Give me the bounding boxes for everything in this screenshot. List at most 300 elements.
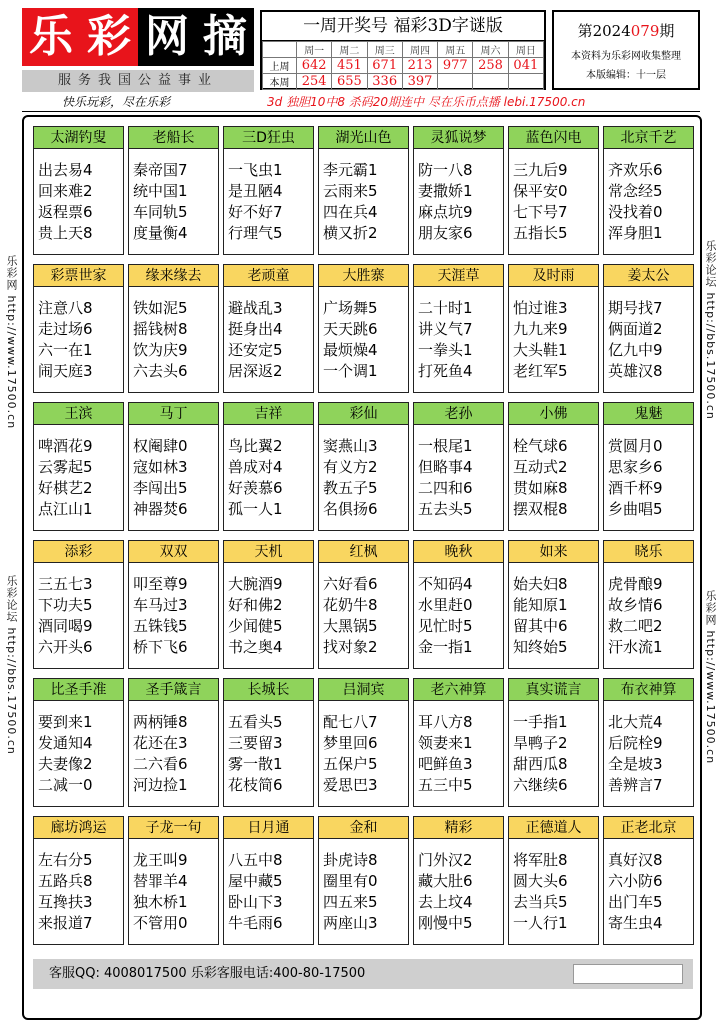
puzzle-author: 吕洞宾 — [319, 679, 408, 701]
puzzle-card — [318, 264, 409, 393]
puzzle-line: 将军肚8 — [513, 850, 568, 869]
puzzle-card — [318, 126, 409, 255]
puzzle-lines — [414, 563, 503, 668]
puzzle-card — [223, 264, 314, 393]
page-header — [22, 4, 700, 92]
puzzle-line: 六好看6 — [323, 574, 378, 593]
puzzle-line: 配七八7 — [323, 712, 378, 731]
puzzle-card — [128, 678, 219, 807]
customer-service-contact: 客服QQ: 4008017500 乐彩客服电话:400-80-17500 — [49, 966, 366, 981]
day-header: 周四 — [402, 42, 437, 58]
puzzle-line: 一手指1 — [513, 712, 568, 731]
puzzle-author: 彩仙 — [319, 403, 408, 425]
row-label: 上周 — [263, 58, 297, 74]
puzzle-card — [413, 678, 504, 807]
puzzle-line: 常念经5 — [608, 181, 663, 200]
draw-number: 977 — [438, 58, 473, 74]
puzzle-line: 七下号7 — [513, 202, 568, 221]
puzzle-line: 梦里回6 — [323, 733, 378, 752]
puzzle-line: 下功夫5 — [38, 595, 93, 614]
puzzle-card — [508, 126, 599, 255]
puzzle-line: 居深返2 — [228, 361, 283, 380]
puzzle-author: 姜太公 — [604, 265, 693, 287]
draw-title: 一周开奖号 福彩3D字谜版 — [262, 12, 544, 41]
puzzle-line: 期号找7 — [608, 298, 663, 317]
puzzle-line: 三九后9 — [513, 160, 568, 179]
puzzle-line: 桥下飞6 — [133, 637, 188, 656]
puzzle-card — [33, 678, 124, 807]
puzzle-line: 六开头6 — [38, 637, 93, 656]
puzzle-author: 蓝色闪电 — [509, 127, 598, 149]
puzzle-line: 左右分5 — [38, 850, 93, 869]
puzzle-line: 摇钱树8 — [133, 319, 188, 338]
puzzle-line: 权阉肆0 — [133, 436, 188, 455]
puzzle-line: 统中国1 — [133, 181, 188, 200]
day-header: 周日 — [508, 42, 543, 58]
puzzle-card — [508, 264, 599, 393]
puzzle-line: 要到来1 — [38, 712, 93, 731]
puzzle-card — [33, 816, 124, 945]
puzzle-band — [33, 264, 695, 393]
puzzle-line: 天天跳6 — [323, 319, 378, 338]
puzzle-author: 精彩 — [414, 817, 503, 839]
footer-blank-box — [573, 964, 683, 984]
puzzle-author: 缘来缘去 — [129, 265, 218, 287]
puzzle-author: 及时雨 — [509, 265, 598, 287]
puzzle-line: 注意八8 — [38, 298, 93, 317]
puzzle-line: 六继续6 — [513, 775, 568, 794]
puzzle-line: 不管用0 — [133, 913, 188, 932]
puzzle-line: 互动式2 — [513, 457, 568, 476]
logo — [22, 8, 254, 66]
puzzle-lines — [319, 287, 408, 392]
puzzle-line: 最烦燥4 — [323, 340, 378, 359]
puzzle-lines — [34, 287, 123, 392]
puzzle-line: 铁如泥5 — [133, 298, 188, 317]
puzzle-line: 屋中藏5 — [228, 871, 283, 890]
puzzle-line: 雾一散1 — [228, 754, 283, 773]
puzzle-card — [128, 816, 219, 945]
issue-note: 本资料为乐彩网收集整理 — [571, 51, 681, 62]
puzzle-line: 一个调1 — [323, 361, 378, 380]
puzzle-card — [603, 126, 694, 255]
banner-promo-link[interactable]: 3d 独胆10中8 杀码20期连中 尽在乐币点播 lebi.17500.cn — [267, 95, 586, 109]
puzzle-line: 吧鲜鱼3 — [418, 754, 473, 773]
puzzle-band — [33, 126, 695, 255]
puzzle-line: 河边捡1 — [133, 775, 188, 794]
draw-number — [438, 74, 473, 90]
puzzle-line: 二十时1 — [418, 298, 473, 317]
puzzle-line: 五去头5 — [418, 499, 473, 518]
draw-number: 336 — [367, 74, 402, 90]
puzzle-line: 旱鸭子2 — [513, 733, 568, 752]
puzzle-card — [603, 816, 694, 945]
day-header: 周二 — [332, 42, 367, 58]
puzzle-line: 没找着0 — [608, 202, 663, 221]
puzzle-author: 鬼魅 — [604, 403, 693, 425]
puzzle-line: 少闻健5 — [228, 616, 283, 635]
puzzle-line: 行理气5 — [228, 223, 283, 242]
puzzle-line: 圆大头6 — [513, 871, 568, 890]
puzzle-lines — [604, 287, 693, 392]
puzzle-band — [33, 402, 695, 531]
puzzle-author: 红枫 — [319, 541, 408, 563]
puzzle-line: 二四和6 — [418, 478, 473, 497]
puzzle-card — [318, 816, 409, 945]
puzzle-card — [413, 816, 504, 945]
draw-corner — [263, 42, 297, 58]
puzzle-lines — [319, 839, 408, 944]
puzzle-author: 晚秋 — [414, 541, 503, 563]
puzzle-line: 一人行1 — [513, 913, 568, 932]
puzzle-line: 五三中5 — [418, 775, 473, 794]
puzzle-line: 五路兵8 — [38, 871, 93, 890]
puzzle-line: 妻撒娇1 — [418, 181, 473, 200]
puzzle-line: 教五子5 — [323, 478, 378, 497]
day-header: 周一 — [297, 42, 332, 58]
puzzle-author: 金和 — [319, 817, 408, 839]
puzzle-line: 金一指1 — [418, 637, 473, 656]
puzzle-grid — [22, 115, 702, 1020]
puzzle-line: 窦燕山3 — [323, 436, 378, 455]
puzzle-line: 一根尾1 — [418, 436, 473, 455]
puzzle-card — [128, 402, 219, 531]
puzzle-lines — [224, 563, 313, 668]
puzzle-line: 夫妻像2 — [38, 754, 93, 773]
puzzle-author: 大胜寨 — [319, 265, 408, 287]
puzzle-line: 知终始5 — [513, 637, 568, 656]
puzzle-lines — [414, 287, 503, 392]
puzzle-line: 两柄锤8 — [133, 712, 188, 731]
puzzle-card — [508, 678, 599, 807]
puzzle-line: 卧山下3 — [228, 892, 283, 911]
puzzle-lines — [509, 701, 598, 806]
puzzle-line: 车马过3 — [133, 595, 188, 614]
puzzle-line: 思家乡6 — [608, 457, 663, 476]
puzzle-line: 大头鞋1 — [513, 340, 568, 359]
puzzle-line: 是丑陋4 — [228, 181, 283, 200]
puzzle-line: 保平安0 — [513, 181, 568, 200]
puzzle-line: 横又折2 — [323, 223, 378, 242]
puzzle-author: 双双 — [129, 541, 218, 563]
puzzle-author: 比圣手准 — [34, 679, 123, 701]
puzzle-line: 四五来5 — [323, 892, 378, 911]
puzzle-line: 甜西瓜8 — [513, 754, 568, 773]
puzzle-line: 见忙时5 — [418, 616, 473, 635]
puzzle-line: 云雾起5 — [38, 457, 93, 476]
puzzle-line: 回来难2 — [38, 181, 93, 200]
puzzle-line: 广场舞5 — [323, 298, 378, 317]
draw-number — [508, 74, 543, 90]
draw-number: 671 — [367, 58, 402, 74]
puzzle-author: 马丁 — [129, 403, 218, 425]
puzzle-line: 闹天庭3 — [38, 361, 93, 380]
puzzle-line: 老红军5 — [513, 361, 568, 380]
puzzle-lines — [604, 149, 693, 254]
puzzle-line: 后院栓9 — [608, 733, 663, 752]
puzzle-line: 鸟比翼2 — [228, 436, 283, 455]
puzzle-line: 门外汉2 — [418, 850, 473, 869]
puzzle-line: 一拳头1 — [418, 340, 473, 359]
puzzle-lines — [604, 701, 693, 806]
puzzle-card — [33, 402, 124, 531]
puzzle-line: 八五中8 — [228, 850, 283, 869]
puzzle-card — [318, 540, 409, 669]
puzzle-lines — [129, 149, 218, 254]
puzzle-line: 书之奥4 — [228, 637, 283, 656]
draw-number: 655 — [332, 74, 367, 90]
logo-char: 摘 — [196, 8, 254, 66]
puzzle-lines — [224, 839, 313, 944]
puzzle-line: 怕过谁3 — [513, 298, 568, 317]
puzzle-line: 挺身出4 — [228, 319, 283, 338]
puzzle-line: 酒同喝9 — [38, 616, 93, 635]
puzzle-line: 大黑锅5 — [323, 616, 378, 635]
puzzle-lines — [129, 701, 218, 806]
puzzle-card — [603, 264, 694, 393]
puzzle-author: 王滨 — [34, 403, 123, 425]
puzzle-line: 留其中6 — [513, 616, 568, 635]
puzzle-line: 俩面道2 — [608, 319, 663, 338]
puzzle-line: 大腕酒9 — [228, 574, 283, 593]
draw-table — [262, 41, 544, 90]
puzzle-line: 始夫妇8 — [513, 574, 568, 593]
puzzle-line: 花奶牛8 — [323, 595, 378, 614]
puzzle-card — [223, 126, 314, 255]
draw-row-last-week — [263, 58, 544, 74]
puzzle-band — [33, 678, 695, 807]
puzzle-card — [223, 816, 314, 945]
puzzle-author: 湖光山色 — [319, 127, 408, 149]
puzzle-line: 爱思巴3 — [323, 775, 378, 794]
puzzle-author: 正德道人 — [509, 817, 598, 839]
puzzle-author: 布衣神算 — [604, 679, 693, 701]
draw-number: 451 — [332, 58, 367, 74]
puzzle-card — [603, 678, 694, 807]
puzzle-line: 寇如林3 — [133, 457, 188, 476]
draw-number: 041 — [508, 58, 543, 74]
puzzle-card — [33, 264, 124, 393]
puzzle-author: 子龙一句 — [129, 817, 218, 839]
puzzle-author: 老孙 — [414, 403, 503, 425]
puzzle-lines — [414, 701, 503, 806]
puzzle-line: 摆双棍8 — [513, 499, 568, 518]
puzzle-line: 五保户5 — [323, 754, 378, 773]
puzzle-author: 太湖钓叟 — [34, 127, 123, 149]
puzzle-card — [128, 264, 219, 393]
row-label: 本周 — [263, 74, 297, 90]
puzzle-line: 云雨来5 — [323, 181, 378, 200]
puzzle-line: 啤酒花9 — [38, 436, 93, 455]
puzzle-line: 朋友家6 — [418, 223, 473, 242]
puzzle-line: 水里赶0 — [418, 595, 473, 614]
puzzle-card — [603, 540, 694, 669]
issue-line — [554, 20, 698, 41]
issue-suffix: 期 — [659, 22, 675, 40]
puzzle-line: 不知码4 — [418, 574, 473, 593]
day-header: 周三 — [367, 42, 402, 58]
puzzle-line: 齐欢乐6 — [608, 160, 663, 179]
puzzle-author: 如来 — [509, 541, 598, 563]
puzzle-author: 吉祥 — [224, 403, 313, 425]
puzzle-author: 彩票世家 — [34, 265, 123, 287]
puzzle-card — [413, 264, 504, 393]
puzzle-card — [413, 402, 504, 531]
puzzle-line: 叩至尊9 — [133, 574, 188, 593]
puzzle-lines — [509, 149, 598, 254]
banner-slogan: 快乐玩彩，尽在乐彩 — [62, 95, 171, 109]
slogan: 服务我国公益事业 — [22, 70, 254, 92]
puzzle-line: 五看头5 — [228, 712, 283, 731]
puzzle-line: 走过场6 — [38, 319, 93, 338]
puzzle-line: 两座山3 — [323, 913, 378, 932]
puzzle-card — [413, 126, 504, 255]
puzzle-line: 五指长5 — [513, 223, 568, 242]
side-link-left-top[interactable]: 乐彩网 http://www.17500.cn — [5, 255, 18, 430]
puzzle-lines — [509, 425, 598, 530]
puzzle-card — [128, 126, 219, 255]
draw-number: 642 — [297, 58, 332, 74]
puzzle-line: 龙王叫9 — [133, 850, 188, 869]
puzzle-line: 来报道7 — [38, 913, 93, 932]
puzzle-card — [223, 540, 314, 669]
puzzle-card — [223, 678, 314, 807]
puzzle-line: 名俱扬6 — [323, 499, 378, 518]
puzzle-card — [603, 402, 694, 531]
logo-char: 彩 — [80, 8, 138, 66]
puzzle-author: 老六神算 — [414, 679, 503, 701]
puzzle-lines — [34, 149, 123, 254]
weekly-draw-box — [260, 10, 546, 90]
puzzle-author: 天机 — [224, 541, 313, 563]
puzzle-author: 三D狂虫 — [224, 127, 313, 149]
puzzle-line: 李闯出5 — [133, 478, 188, 497]
puzzle-card — [128, 540, 219, 669]
puzzle-author: 天涯草 — [414, 265, 503, 287]
puzzle-lines — [34, 563, 123, 668]
puzzle-line: 三五七3 — [38, 574, 93, 593]
puzzle-card — [508, 540, 599, 669]
puzzle-line: 但略事4 — [418, 457, 473, 476]
puzzle-line: 圈里有0 — [323, 871, 378, 890]
puzzle-author: 老顽童 — [224, 265, 313, 287]
puzzle-card — [508, 402, 599, 531]
puzzle-card — [223, 402, 314, 531]
puzzle-line: 浑身胆1 — [608, 223, 663, 242]
puzzle-line: 李元霸1 — [323, 160, 378, 179]
puzzle-card — [318, 678, 409, 807]
puzzle-line: 栓气球6 — [513, 436, 568, 455]
banner — [22, 92, 700, 112]
draw-number: 213 — [402, 58, 437, 74]
puzzle-author: 长城长 — [224, 679, 313, 701]
puzzle-author: 晓乐 — [604, 541, 693, 563]
puzzle-lines — [224, 425, 313, 530]
puzzle-line: 虎骨酿9 — [608, 574, 663, 593]
puzzle-line: 返程票6 — [38, 202, 93, 221]
puzzle-line: 故乡情6 — [608, 595, 663, 614]
side-link-left-bottom[interactable]: 乐彩论坛 http://bbs.17500.cn — [5, 575, 18, 755]
puzzle-lines — [509, 563, 598, 668]
puzzle-author: 廊坊鸿运 — [34, 817, 123, 839]
side-link-right-top[interactable]: 乐彩论坛 http://bbs.17500.cn — [704, 240, 717, 420]
puzzle-line: 亿九中9 — [608, 340, 663, 359]
puzzle-line: 能知原1 — [513, 595, 568, 614]
puzzle-line: 酒千杯9 — [608, 478, 663, 497]
puzzle-line: 打死鱼4 — [418, 361, 473, 380]
puzzle-author: 日月通 — [224, 817, 313, 839]
puzzle-line: 饮为庆9 — [133, 340, 188, 359]
puzzle-line: 藏大肚6 — [418, 871, 473, 890]
puzzle-lines — [509, 287, 598, 392]
puzzle-card — [318, 402, 409, 531]
puzzle-line: 九九来9 — [513, 319, 568, 338]
puzzle-lines — [129, 563, 218, 668]
draw-number: 397 — [402, 74, 437, 90]
side-link-right-bottom[interactable]: 乐彩网 http://www.17500.cn — [704, 590, 717, 765]
puzzle-card — [508, 816, 599, 945]
puzzle-lines — [414, 149, 503, 254]
puzzle-line: 防一八8 — [418, 160, 473, 179]
puzzle-line: 赏圆月0 — [608, 436, 663, 455]
puzzle-line: 一飞虫1 — [228, 160, 283, 179]
puzzle-line: 六一在1 — [38, 340, 93, 359]
draw-number: 258 — [473, 58, 508, 74]
puzzle-line: 三要留3 — [228, 733, 283, 752]
puzzle-line: 北大荒4 — [608, 712, 663, 731]
puzzle-lines — [224, 149, 313, 254]
puzzle-line: 花还在3 — [133, 733, 188, 752]
puzzle-lines — [34, 425, 123, 530]
puzzle-lines — [129, 839, 218, 944]
draw-row-this-week — [263, 74, 544, 90]
puzzle-line: 卦虎诗8 — [323, 850, 378, 869]
puzzle-line: 神器焚6 — [133, 499, 188, 518]
puzzle-line: 领妻来1 — [418, 733, 473, 752]
puzzle-lines — [224, 701, 313, 806]
puzzle-lines — [414, 425, 503, 530]
logo-char: 网 — [138, 8, 196, 66]
puzzle-band — [33, 540, 695, 669]
puzzle-line: 有义方2 — [323, 457, 378, 476]
puzzle-lines — [34, 839, 123, 944]
puzzle-line: 还安定5 — [228, 340, 283, 359]
puzzle-line: 车同轨5 — [133, 202, 188, 221]
puzzle-author: 圣手箴言 — [129, 679, 218, 701]
puzzle-author: 正老北京 — [604, 817, 693, 839]
puzzle-line: 二减一0 — [38, 775, 93, 794]
puzzle-line: 五铢钱5 — [133, 616, 188, 635]
puzzle-line: 牛毛雨6 — [228, 913, 283, 932]
footer — [33, 959, 693, 989]
puzzle-line: 点江山1 — [38, 499, 93, 518]
puzzle-line: 麻点坑9 — [418, 202, 473, 221]
puzzle-card — [413, 540, 504, 669]
puzzle-author: 小佛 — [509, 403, 598, 425]
puzzle-line: 孤一人1 — [228, 499, 283, 518]
puzzle-line: 避战乱3 — [228, 298, 283, 317]
puzzle-author: 灵狐说梦 — [414, 127, 503, 149]
puzzle-lines — [129, 287, 218, 392]
puzzle-line: 好和佛2 — [228, 595, 283, 614]
puzzle-line: 发通知4 — [38, 733, 93, 752]
puzzle-line: 刚慢中5 — [418, 913, 473, 932]
draw-number — [473, 74, 508, 90]
puzzle-card — [33, 126, 124, 255]
puzzle-lines — [604, 425, 693, 530]
logo-char: 乐 — [22, 8, 80, 66]
puzzle-author: 老船长 — [129, 127, 218, 149]
